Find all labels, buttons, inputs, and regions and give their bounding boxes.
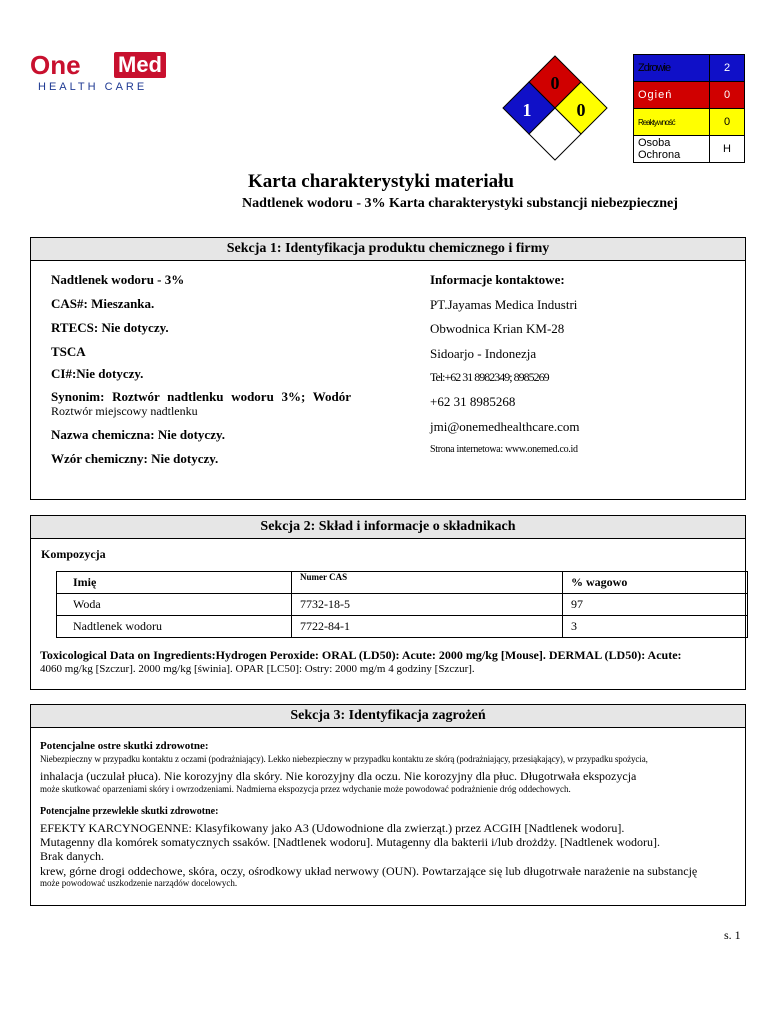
chronic-effects-heading: Potencjalne przewlekłe skutki zdrowotne: — [40, 806, 219, 817]
chronic-effects-line-5: może powodować uszkodzenie narządów docelowych. — [40, 878, 238, 888]
page-subtitle: Nadtlenek wodoru - 3% Karta charakterystyki substancji niebezpiecznej — [242, 196, 678, 211]
synonym-continued: Roztwór miejscowy nadtlenku — [51, 404, 198, 418]
telephone: Tel:+62 31 8982349; 8985269 — [430, 370, 549, 384]
cas-number: CAS#: Mieszanka. — [51, 296, 155, 311]
hazard-value: H — [710, 136, 745, 163]
chemical-name: Nazwa chemiczna: Nie dotyczy. — [51, 427, 226, 442]
nfpa-fire-value: 0 — [550, 73, 560, 93]
section-3-heading: Sekcja 3: Identyfikacja zagrożeń — [31, 705, 745, 728]
hazard-row-reactivity — [634, 109, 745, 136]
hazard-label: Ogień — [634, 82, 710, 109]
hazard-value: 0 — [710, 109, 745, 136]
company-name: PT.Jayamas Medica Industri — [430, 297, 578, 312]
hazard-row-fire — [634, 82, 745, 109]
cell-cas: 7732-18-5 — [292, 594, 563, 616]
page-title: Karta charakterystyki materiału — [248, 171, 514, 192]
cell-weight: 3 — [563, 616, 748, 638]
acute-effects-line-3: może skutkować oparzeniami skóry i owrzodzeniami. Nadmierna ekspozycja przez wdychanie może powodować podrażnienie dróg oddechowych. — [40, 784, 571, 794]
hazard-label: Zdrowie — [634, 55, 710, 82]
acute-effects-heading: Potencjalne ostre skutki zdrowotne: — [40, 740, 209, 752]
column-header-name: Imię — [57, 572, 292, 594]
address-line-2: Sidoarjo - Indonezja — [430, 346, 537, 361]
hazard-row-health — [634, 55, 745, 82]
page-number: s. 1 — [724, 928, 741, 942]
contact-heading: Informacje kontaktowe: — [430, 272, 565, 287]
composition-table — [56, 571, 748, 638]
nfpa-diamond — [500, 54, 610, 164]
column-header-cas: Numer CAS — [292, 572, 563, 594]
table-row — [57, 616, 748, 638]
chronic-effects-line-2: Mutagenny dla komórek somatycznych ssaków. [Nadtlenek wodoru]. Mutagenny dla bakterii i/lub drożdży. [Nadtlenek wodoru]. — [40, 835, 660, 849]
cell-name: Woda — [57, 594, 292, 616]
company-logo — [30, 50, 160, 96]
logo-tagline: HEALTH CARE — [38, 81, 148, 93]
product-name: Nadtlenek wodoru - 3% — [51, 272, 185, 287]
cell-name: Nadtlenek wodoru — [57, 616, 292, 638]
ci-number: CI#:Nie dotyczy. — [51, 366, 144, 381]
tox-data-line-1: Toxicological Data on Ingredients:Hydrogen Peroxide: ORAL (LD50): Acute: 2000 mg/kg [Mouse]. DERMAL (LD50): Acute: — [40, 648, 682, 662]
hazard-label: Reaktywność — [634, 109, 710, 136]
nfpa-reactivity-value: 0 — [576, 100, 586, 120]
address-line-1: Obwodnica Krian KM-28 — [430, 321, 565, 336]
logo-one-text: One — [30, 50, 81, 80]
rtecs: RTECS: Nie dotyczy. — [51, 320, 169, 335]
section-1-heading: Sekcja 1: Identyfikacja produktu chemicznego i firmy — [31, 238, 745, 261]
chemical-formula: Wzór chemiczny: Nie dotyczy. — [51, 451, 219, 466]
hazard-value: 2 — [710, 55, 745, 82]
column-header-weight: % wagowo — [563, 572, 748, 594]
chronic-effects-line-4: krew, górne drogi oddechowe, skóra, oczy, ośrodkowy układ nerwowy (OUN). Powtarzające się lub długotrwałe narażenie na substancję — [40, 864, 698, 878]
email: jmi@onemedhealthcare.com — [430, 419, 580, 434]
synonym: Synonim: Roztwór nadtlenku wodoru 3%; Wodór — [51, 389, 351, 404]
website: Strona internetowa: www.onemed.co.id — [430, 444, 578, 455]
table-header-row — [57, 572, 748, 594]
acute-effects-line-2: inhalacja (uczulał płuca). Nie korozyjny dla skóry. Nie korozyjny dla oczu. Nie korozyjny dla płuc. Długotrwała ekspozycja — [40, 769, 637, 783]
tox-data-line-2: 4060 mg/kg [Szczur]. 2000 mg/kg [świnia]. OPAR [LC50]: Ostry: 2000 mg/m 4 godziny [Szczur]. — [40, 663, 475, 675]
tsca: TSCA — [51, 344, 86, 359]
nfpa-health-value: 1 — [522, 100, 532, 120]
table-row — [57, 594, 748, 616]
chronic-effects-line-3: Brak danych. — [40, 849, 104, 863]
hazard-row-protection — [634, 136, 745, 163]
hazard-label: Osoba Ochrona — [634, 136, 710, 163]
cell-weight: 97 — [563, 594, 748, 616]
chronic-effects-line-1: EFEKTY KARCYNOGENNE: Klasyfikowany jako A3 (Udowodnione dla zwierząt.) przez ACGIH [Nadtlenek wodoru]. — [40, 821, 625, 835]
logo-med-text: Med — [114, 52, 166, 78]
hazard-value: 0 — [710, 82, 745, 109]
hazard-rating-table — [633, 54, 745, 163]
composition-label: Kompozycja — [41, 547, 106, 561]
fax: +62 31 8985268 — [430, 394, 516, 409]
cell-cas: 7722-84-1 — [292, 616, 563, 638]
section-2-heading: Sekcja 2: Skład i informacje o składnikach — [31, 516, 745, 539]
acute-effects-line-1: Niebezpieczny w przypadku kontaktu z oczami (podrażniający). Lekko niebezpieczny w przypadku kontaktu ze skórą (podrażniający, przesiąkający), w przypadku spożycia, — [40, 754, 648, 764]
